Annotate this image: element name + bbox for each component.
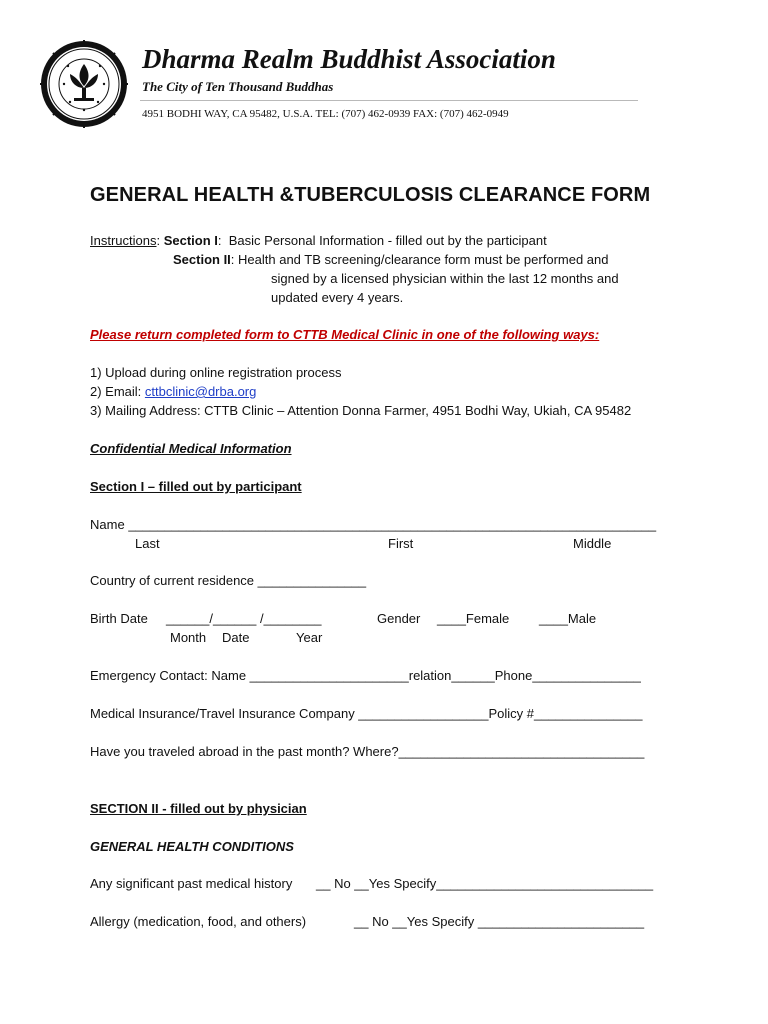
method-upload: 1) Upload during online registration process <box>90 365 342 380</box>
instructions-label: Instructions <box>90 233 157 248</box>
email-link[interactable]: cttbclinic@drba.org <box>144 384 257 399</box>
middle-label: Middle <box>573 536 612 551</box>
gender-male[interactable]: ____Male <box>539 611 597 626</box>
section-1-heading: Section I – filled out by participant <box>90 479 302 494</box>
country-field[interactable]: Country of current residence _______________ <box>90 573 367 588</box>
birth-date-label: Birth Date <box>90 611 148 626</box>
name-blank[interactable]: _________________________________________________________________________ <box>128 517 657 532</box>
return-note: Please return completed form to CTTB Medical Clinic in one of the following ways: <box>90 327 600 342</box>
lotus-seal-icon <box>40 40 128 128</box>
general-health-heading: GENERAL HEALTH CONDITIONS <box>90 839 294 854</box>
instructions-line-4: updated every 4 years. <box>271 290 404 305</box>
last-label: Last <box>135 536 160 551</box>
name-field[interactable] <box>90 517 656 532</box>
first-label: First <box>388 536 414 551</box>
section-2-text: Health and TB screening/clearance form must be performed and <box>238 252 609 267</box>
header-divider <box>140 100 638 101</box>
name-label: Name <box>90 517 125 532</box>
emergency-contact-field[interactable]: Emergency Contact: Name ______________________relation______Phone_______________ <box>90 668 641 683</box>
organization-address: 4951 BODHI WAY, CA 95482, U.S.A. TEL: (707) 462-0939 FAX: (707) 462-0949 <box>142 108 509 120</box>
instructions-line-1: Instructions: Section I: Basic Personal Information - filled out by the participant <box>90 233 547 248</box>
section-1-label: Section I <box>163 233 218 248</box>
organization-subtitle: The City of Ten Thousand Buddhas <box>142 79 334 94</box>
gender-female[interactable]: ____Female <box>437 611 510 626</box>
method-mail: 3) Mailing Address: CTTB Clinic – Attention Donna Farmer, 4951 Bodhi Way, Ukiah, CA 95482 <box>90 403 632 418</box>
medical-history-label: Any significant past medical history <box>90 876 293 891</box>
travel-field[interactable]: Have you traveled abroad in the past month? Where?__________________________________ <box>90 744 645 759</box>
allergy-label: Allergy (medication, food, and others) <box>90 914 307 929</box>
birth-date-blank[interactable]: ______/______ /________ <box>166 611 322 626</box>
year-label: Year <box>296 630 323 645</box>
section-2-label: Section II <box>173 252 231 267</box>
form-title: GENERAL HEALTH &TUBERCULOSIS CLEARANCE FORM <box>90 184 651 206</box>
allergy-field[interactable]: __ No __Yes Specify _______________________ <box>354 914 645 929</box>
section-2-heading: SECTION II - filled out by physician <box>90 801 307 816</box>
medical-history-field[interactable]: __ No __Yes Specify______________________________ <box>316 876 654 891</box>
section-1-text: Basic Personal Information - filled out by the participant <box>228 233 547 248</box>
organization-name: Dharma Realm Buddhist Association <box>142 44 556 74</box>
instructions-line-2: Section II: Health and TB screening/clearance form must be performed and <box>173 252 609 267</box>
gender-label: Gender <box>377 611 421 626</box>
date-label: Date <box>222 630 250 645</box>
method-email <box>90 384 256 399</box>
month-label: Month <box>170 630 207 645</box>
instructions-line-3: signed by a licensed physician within the last 12 months and <box>271 271 619 286</box>
method-email-prefix: 2) Email: <box>90 384 145 399</box>
confidential-heading: Confidential Medical Information <box>90 441 292 456</box>
insurance-field[interactable]: Medical Insurance/Travel Insurance Company __________________Policy #_______________ <box>90 706 643 721</box>
